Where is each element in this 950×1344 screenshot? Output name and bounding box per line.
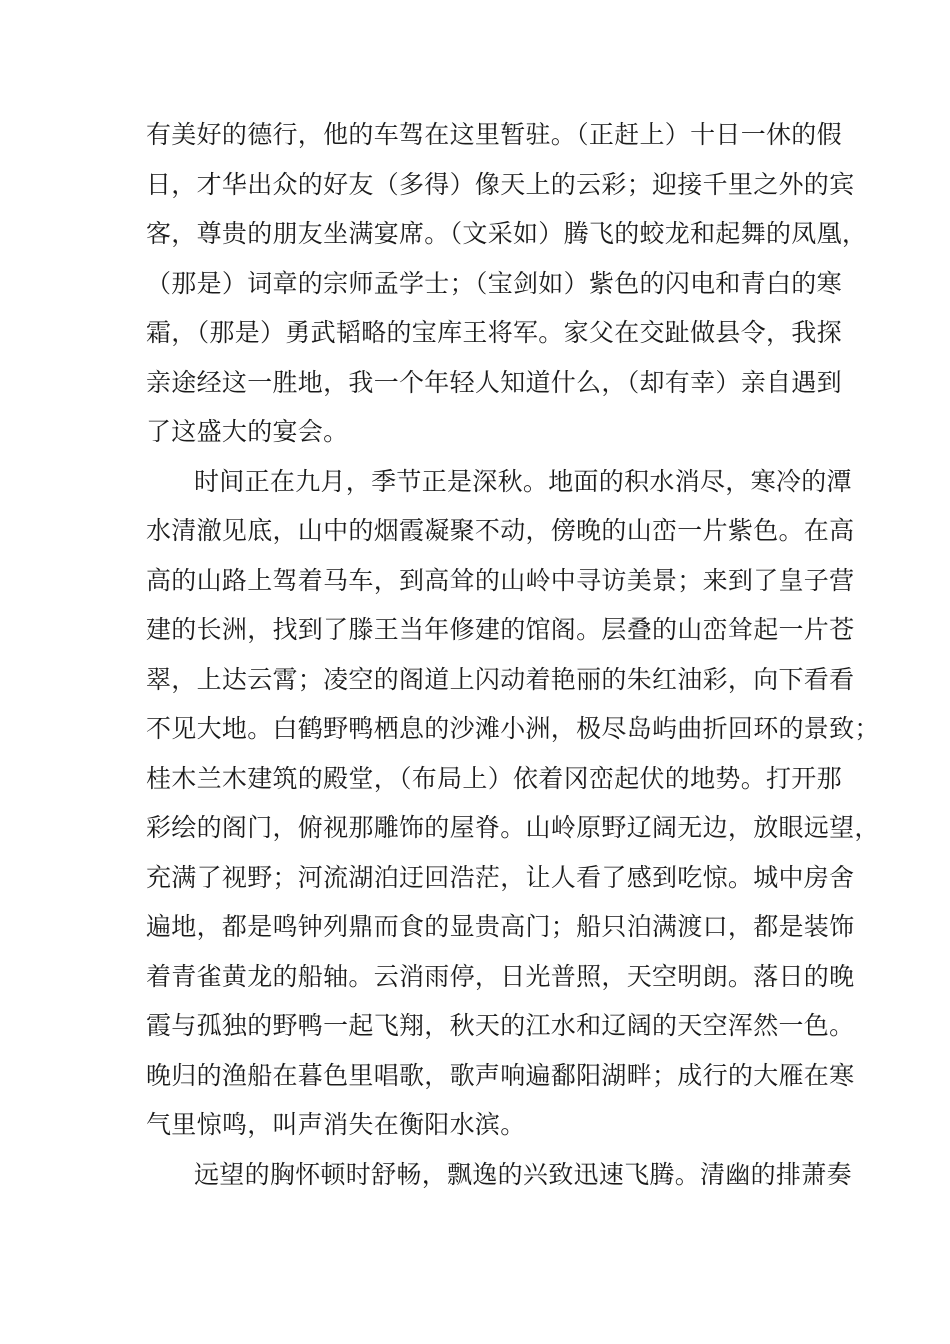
- text-line: 着青雀黄龙的船轴。云消雨停，日光普照，天空明朗。落日的晚: [146, 961, 855, 991]
- text-line: 不见大地。白鹤野鸭栖息的沙滩小洲，极尽岛屿曲折回环的景致；: [146, 714, 880, 743]
- text-line: 远望的胸怀顿时舒畅，飘逸的兴致迅速飞腾。清幽的排萧奏: [194, 1159, 852, 1189]
- paragraph: [146, 1150, 852, 1200]
- text-line: 遍地，都是鸣钟列鼎而食的显贵高门；船只泊满渡口，都是装饰: [146, 912, 855, 941]
- text-line: 了这盛大的宴会。: [146, 417, 349, 446]
- paragraph: [146, 457, 880, 1150]
- text-line: 时间正在九月，季节正是深秋。地面的积水消尽，寒冷的潭: [194, 466, 852, 496]
- text-line: 霞与孤独的野鸭一起飞翔，秋天的江水和辽阔的天空浑然一色。: [146, 1011, 855, 1040]
- text-line: 霜，（那是）勇武韬略的宝库王将军。家父在交趾做县令，我探: [146, 318, 842, 347]
- text-line: 亲途经这一胜地，我一个年轻人知道什么，（却有幸）亲自遇到: [146, 367, 842, 397]
- text-line: 水清澈见底，山中的烟霞凝聚不动，傍晚的山峦一片紫色。在高: [146, 516, 855, 545]
- text-line: 晚归的渔船在暮色里唱歌，歌声响遍鄱阳湖畔；成行的大雁在寒: [146, 1060, 855, 1090]
- text-line: 彩绘的阁门，俯视那雕饰的屋脊。山岭原野辽阔无边，放眼远望，: [146, 813, 880, 842]
- text-line: 高的山路上驾着马车，到高耸的山岭中寻访美景；来到了皇子营: [146, 565, 855, 595]
- text-line: 建的长洲，找到了滕王当年修建的馆阁。层叠的山峦耸起一片苍: [146, 615, 855, 644]
- text-line: 气里惊鸣，叫声消失在衡阳水滨。: [146, 1110, 526, 1139]
- text-line: 有美好的德行，他的车驾在这里暂驻。（正赶上）十日一休的假: [146, 120, 842, 149]
- paragraph: [146, 110, 868, 457]
- text-line: （那是）词章的宗师孟学士；（宝剑如）紫色的闪电和青白的寒: [146, 268, 842, 298]
- text-line: 客，尊贵的朋友坐满宴席。（文采如）腾飞的蛟龙和起舞的凤凰，: [146, 219, 868, 248]
- text-line: 桂木兰木建筑的殿堂，（布局上）依着冈峦起伏的地势。打开那: [146, 763, 842, 793]
- text-line: 翠，上达云霄；凌空的阁道上闪动着艳丽的朱红油彩，向下看看: [146, 664, 855, 694]
- text-line: 日，才华出众的好友（多得）像天上的云彩；迎接千里之外的宾: [146, 169, 855, 199]
- text-line: 充满了视野；河流湖泊迂回浩茫，让人看了感到吃惊。城中房舍: [146, 862, 855, 892]
- body-text: [146, 110, 880, 1199]
